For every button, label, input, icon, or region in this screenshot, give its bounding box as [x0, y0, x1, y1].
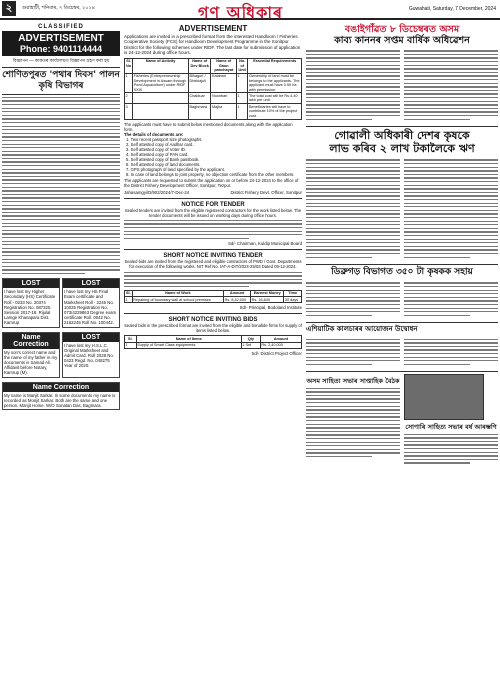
lost-ad-body: I have lost my Higher Secondary (HS) Certificate Roll - 0233 No. 20374 Registration No. 087325 Session 2017-18. Rijulal Lamge Khanapara Dist. Kamrup	[4, 289, 56, 326]
lost-ad-body: I have lost my H.S.L.C. Original Marksheet and Admit Card. Roll 2028 No. 0423 Regd. No. 048275 Year of 2020.	[64, 342, 114, 369]
table-cell	[133, 93, 189, 104]
table-cell	[133, 104, 189, 119]
notice2-title: NOTICE FOR TENDER	[181, 201, 245, 208]
notice-footer: The applicants must have to submit below mentioned documents along with the application form.	[124, 121, 293, 132]
table-cell: 1	[125, 297, 133, 303]
table-cell: 1	[125, 342, 137, 348]
table-cell: Kalabari	[211, 73, 237, 93]
list-item: 4. Self attested copy of PAN card.	[126, 151, 189, 157]
page-number: ২	[2, 1, 16, 16]
name-correction-body: My name is Manjit Sarkar. In some documents my name is recorded as Monjit Sarkar. Both are the same and one person. Manjit Home. W/O Sonatan Das, Bagmara.	[4, 392, 116, 409]
left-column	[2, 24, 120, 696]
divider	[124, 313, 302, 314]
tender2-title: SHORT NOTICE INVITING BIDS	[168, 317, 258, 324]
list-item: 8. In case of land belongs to joint property, no objection certificate from the other members.	[126, 171, 295, 177]
newspaper-logo: গণ অধিকাৰ	[198, 3, 283, 22]
table-row	[125, 104, 302, 119]
table-header: Name of Activity	[133, 58, 189, 73]
lost-ad	[62, 332, 120, 378]
lost-ads-row-2	[2, 332, 120, 378]
right-story6-title: সোণাৰি সাহিত্য সভাৰ বৰ্ষ আৰম্ভণি	[405, 423, 497, 432]
news-photo	[404, 374, 484, 420]
right-story1-title-a: বঙাইগাঁৱত ৮ ডিচেম্বৰত অসম	[344, 24, 460, 35]
right-story6	[404, 374, 498, 466]
divider	[124, 198, 302, 199]
right-story3-title: ডিব্ৰুগড় বিভাগত ৩৫০ টা কৃষকক সহায়	[306, 264, 498, 278]
list-item: 1. Two recent passport size photographs.	[126, 136, 203, 142]
table-header: Qty	[241, 336, 260, 342]
table-row	[125, 93, 302, 104]
name-correction-head: Name Correction	[3, 333, 59, 349]
table-header: Name of Gaon panchayat	[211, 58, 237, 73]
name-correction-body: My son's correct name and the name of my father in my documents is Samad Ali. Affidavit before Notary, Kamrup (M).	[4, 349, 58, 376]
right-story2-body	[306, 157, 498, 260]
right-story4-body	[306, 336, 498, 367]
masthead-date-left: গুৱাহাটী, শনিবাৰ, ৭ ডিচেম্বৰ, ২০২৪	[22, 5, 96, 11]
notice-body	[124, 122, 302, 195]
table-cell: 1 Set	[241, 342, 260, 348]
table-cell: Rs. 8,42,000	[224, 297, 251, 303]
table-cell: 3	[125, 104, 133, 119]
table-cell: The total cost will be Rs.4.40 lakh per unit.	[248, 93, 302, 104]
table-row	[125, 342, 302, 348]
table-header: Sl. No	[125, 58, 133, 73]
lost-ad-head: LOST	[63, 333, 119, 342]
notice-signature-row	[124, 190, 302, 195]
table-header: Sl.	[125, 291, 131, 296]
name-correction-ad-2	[2, 382, 120, 411]
table-cell: 1	[236, 93, 247, 104]
middle-column	[124, 24, 302, 696]
classified-heading: CLASSIFIED	[38, 24, 84, 30]
table-cell: Noonbari	[211, 93, 237, 104]
lost-ad-head: LOST	[63, 279, 119, 288]
notice2-signatory: Sd/- Chairman, Kuldip Municipal Board	[227, 241, 302, 247]
right-story2-title	[306, 126, 498, 155]
notice-details-title: The details of documents are:	[124, 131, 184, 137]
table-header: Earnest Money	[251, 290, 284, 296]
tender-table	[124, 290, 302, 304]
right-column	[306, 24, 498, 696]
lost-ad-head: LOST	[3, 279, 59, 288]
tender-signature-row	[124, 305, 302, 310]
list-item: 3. Self attested copy of Voter ID.	[126, 146, 187, 152]
table-header: No. of Unit	[236, 58, 247, 73]
tender-body	[124, 272, 302, 288]
tender2-signature-row	[124, 351, 302, 356]
masthead-date-right: Guwahati, Saturday, 7 December, 2024	[408, 6, 496, 12]
advertisement-phone: Phone: 9401114444	[19, 44, 103, 54]
table-cell: Bihaguri / Dhekiajuli	[188, 73, 211, 93]
table-cell: Ownership of land must be belongs to the applicants. The applicant must have 0.50 ha with permission.	[248, 74, 300, 92]
masthead	[0, 0, 500, 20]
list-item: 5. Self attested copy of Bank passbook.	[126, 156, 200, 162]
list-item: 6. Self attested copy of land documents.	[126, 161, 201, 167]
notice-memo: Jahasamgyi/D/902/2024/7-Dec-24	[124, 189, 190, 195]
table-cell: Majha	[211, 104, 237, 119]
table-header: Time	[284, 290, 302, 296]
table-header: Name of Work	[132, 290, 223, 296]
left-story-body	[2, 97, 120, 274]
table-header: Sl.	[125, 336, 137, 342]
lost-ad-body: I have lost my HS Final Exam certificate and Marksheet Roll - 2246 No. 10025 Registration No. 073/4229863 Degree exam certificate Roll. 0042 No. 2162245 Roll No. 100442.	[64, 289, 117, 326]
right-story1-body	[306, 48, 498, 122]
right-story1-title-b: কাব্য কাননৰ সপ্তম বাৰ্ষিক অধিৱেশন	[334, 35, 470, 46]
table-cell: Rs. 2,40,000	[260, 342, 301, 348]
lost-ad	[62, 278, 120, 327]
advertisement-title: ADVERTISEMENT	[18, 33, 104, 44]
table-cell: Fisheries (Entrepreneurship Development in Assam through Pond Aquaculture) under RIDF XXIX	[133, 73, 189, 93]
tender-signatory: Sd/- Principal, Bodoland Institute	[239, 305, 302, 311]
table-header: Name of Items	[136, 336, 241, 342]
right-story5-title: অসম সাহিত্য সভাৰ সাপ্তাহিক বৈঠক	[306, 377, 400, 386]
table-cell: Supply of Smart Class equipments	[136, 342, 241, 348]
table-header: Amount	[260, 336, 301, 342]
name-correction-head: Name Correction	[3, 383, 119, 392]
right-bottom-row	[306, 371, 498, 466]
table-cell: 1	[236, 104, 247, 119]
table-header: Amount	[224, 290, 251, 296]
table-row	[125, 73, 302, 93]
table-header: Essential Requirements	[248, 58, 302, 73]
tender-subtitle: Sealed bids are invited from the registered and eligible contractors of PWD / Govt. Departments for execution of the following works. NIT Ref No. IAT-A-DIT/2024-25/03 Dated 05-12-2024.	[124, 259, 302, 270]
list-item: 2. Self attested copy of Aadhar card.	[126, 141, 194, 147]
right-story2-title-a: গোৱালী অধিকাৰী দেশৰ কৃষকে	[334, 129, 470, 143]
table-cell: Repairing of boundary wall at school premises	[132, 297, 223, 303]
tender2-subtitle: Sealed bids in the prescribed format are invited from the eligible and bonafide firms for supply of items listed below.	[124, 323, 302, 334]
notice-signatory: District Fishery Devt. Officer, Sonitpur	[230, 189, 302, 195]
lost-ad	[2, 278, 60, 327]
table-cell: 30 days	[284, 297, 302, 303]
advertisement-box	[2, 31, 120, 56]
table-cell: Rs. 16,840	[251, 297, 284, 303]
notice2-body	[124, 220, 302, 239]
lost-ads-row-1	[2, 278, 120, 327]
table-cell: Beneficiaries will have to contribute 10% of the project cost.	[248, 104, 302, 119]
notice-subtitle: Applications are invited in a prescribed format from the interested Handloom / Fisheries Cooperative Society (FCS) for Handloom Development Programme in the Sonitpur District for the following schemes under RIDF. The last date for submission of application is 24-12-2024 during office hours.	[124, 34, 301, 56]
tender2-table	[124, 335, 302, 349]
table-header-row	[125, 58, 302, 73]
left-story-title: শোণিতপুৰত 'পথাৰ দিবস' পালন কৃষি বিভাগৰ	[2, 67, 120, 95]
table-cell: Baghmara	[188, 104, 211, 119]
name-correction-ad	[2, 332, 60, 378]
table-row	[125, 297, 302, 303]
right-story2-title-b: লাভ কৰিব ২ লাখ টকালৈকে ঋণ	[329, 142, 475, 156]
right-story4-title: এশিয়াটিক কালচাৰৰ আয়োজন উদ্বোধন	[306, 322, 498, 334]
right-story5	[306, 374, 400, 466]
table-cell: 1	[236, 73, 247, 93]
notice-table	[124, 58, 302, 120]
notice-title: ADVERTISEMENT	[178, 24, 248, 33]
table-cell: Chaiduar	[188, 93, 211, 104]
table-cell: 1	[125, 73, 133, 93]
notice2-signature-row	[124, 241, 302, 246]
tender2-signatory: Sd/- District Project Officer	[251, 351, 302, 357]
right-story1-title	[306, 24, 498, 46]
notice2-subtitle: Sealed tenders are invited from the eligible registered contractors for the work listed below. The tender documents will be issued on working days during office hours.	[124, 207, 302, 218]
divider	[124, 249, 302, 250]
right-story3-body	[306, 280, 498, 318]
advertisement-note: বিজ্ঞাপন — কাকতৰ কাৰ্য্যালয়ত বিজ্ঞাপন গ্ৰহণ কৰা হয়	[12, 58, 110, 63]
table-cell: 2	[125, 93, 133, 104]
tender-title: SHORT NOTICE INVITING TENDER	[163, 253, 263, 260]
notice-note: The applicants are requested to submit the application on or before 24-12-2024 to the office of the District Fishery Development Officer, Sonitpur, Tezpur.	[124, 177, 299, 188]
list-item: 7. GPS photograph of land specified by the applicant.	[126, 166, 225, 172]
notice-details-list	[124, 137, 302, 177]
table-header: Name of Dev Block	[188, 58, 211, 73]
